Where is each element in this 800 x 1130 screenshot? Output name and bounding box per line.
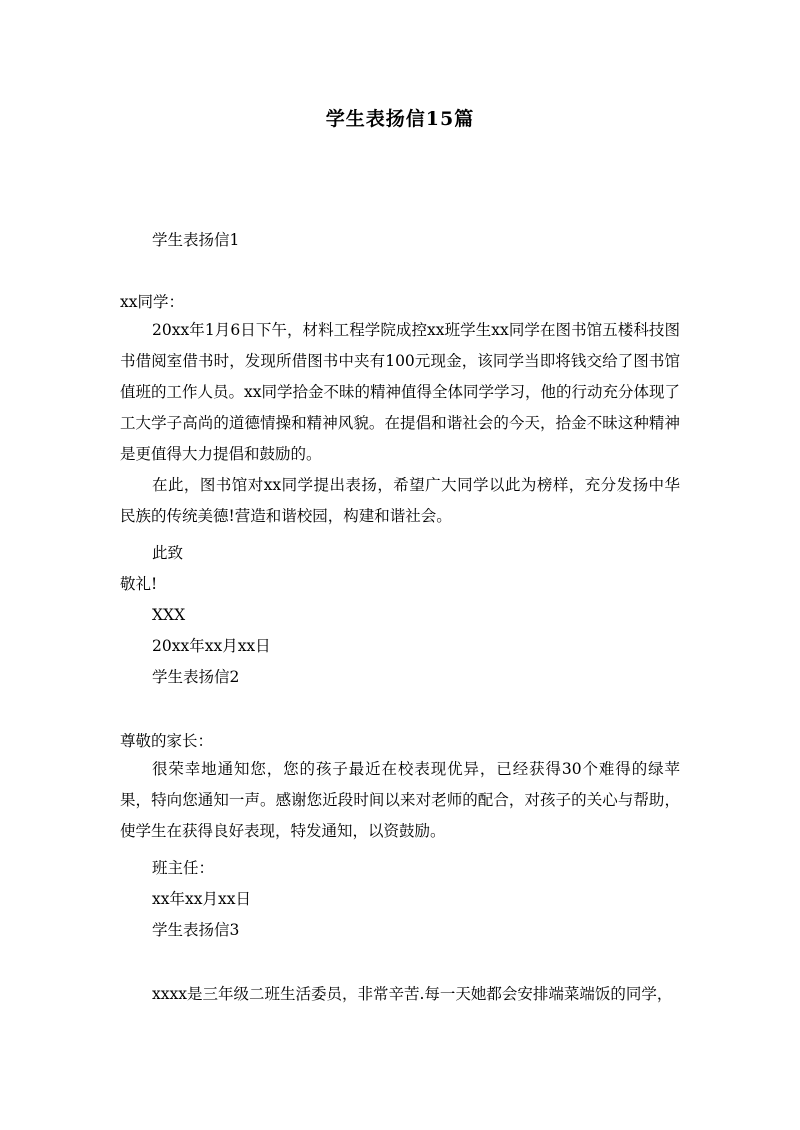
- letter2-paragraph-1: 很荣幸地通知您，您的孩子最近在校表现优异，已经获得30个难得的绿苹果，特向您通知一声。感谢您近段时间以来对老师的配合，对孩子的关心与帮助，使学生在获得良好表现，特发通知，以资鼓励。: [120, 760, 680, 840]
- letter1-salutation: xx同学：: [120, 293, 184, 311]
- letter3-paragraph-1: xxxx是三年级二班生活委员，非常辛苦.每一天她都会安排端菜端饭的同学，: [152, 985, 673, 1003]
- document-title: 学生表扬信15篇: [325, 108, 475, 130]
- letter1-date: 20xx年xx月xx日: [152, 637, 271, 655]
- letter3-heading: 学生表扬信3: [152, 921, 240, 939]
- letter2-heading: 学生表扬信2: [152, 668, 240, 686]
- letter2-salutation: 尊敬的家长：: [120, 732, 214, 750]
- letter1-signature: XXX: [152, 606, 186, 624]
- letter2-signature: 班主任：: [152, 859, 215, 877]
- letter1-closing-2: 敬礼!: [120, 575, 158, 593]
- letter1-closing-1: 此致: [152, 544, 184, 562]
- letter2-date: xx年xx月xx日: [152, 890, 251, 908]
- letter1-paragraph-1: 20xx年1月6日下午，材料工程学院成控xx班学生xx同学在图书馆五楼科技图书借阅室借书时，发现所借图书中夹有100元现金，该同学当即将钱交给了图书馆值班的工作人员。xx同学拾金不昧的精神值得全体同学学习，他的行动充分体现了工大学子高尚的道德情操和精神风貌。在提倡和谐社会的今天，拾金不昧这种精神是更值得大力提倡和鼓励的。: [120, 321, 680, 463]
- letter1-paragraph-2: 在此，图书馆对xx同学提出表扬，希望广大同学以此为榜样，充分发扬中华民族的传统美德!营造和谐校园，构建和谐社会。: [120, 476, 680, 525]
- letter1-heading: 学生表扬信1: [152, 231, 240, 249]
